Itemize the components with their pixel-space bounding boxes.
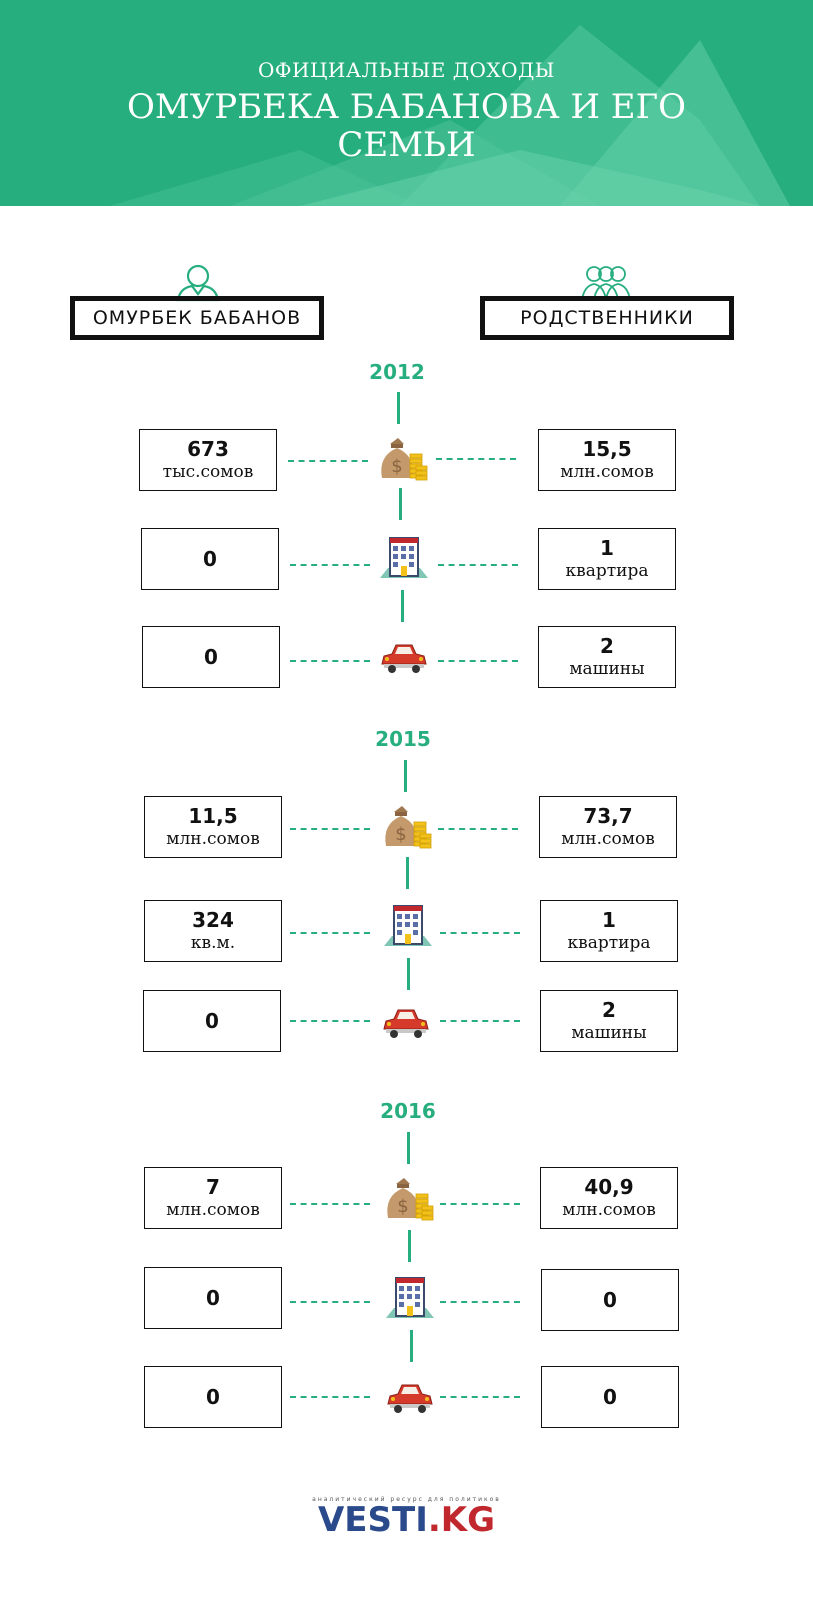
connector-dash: [436, 458, 516, 460]
left-value-box: [141, 528, 279, 590]
value-number: 324: [192, 908, 234, 932]
right-value-box: [538, 528, 676, 590]
timeline-segment: [407, 958, 410, 990]
connector-dash: [290, 828, 370, 830]
value-number: 11,5: [188, 804, 238, 828]
svg-text:$: $: [397, 1196, 409, 1217]
right-value-box: [538, 626, 676, 688]
connector-dash: [290, 564, 370, 566]
value-number: 0: [203, 547, 217, 571]
value-number: 0: [603, 1288, 617, 1312]
connector-dash: [438, 828, 518, 830]
connector-dash: [440, 1203, 520, 1205]
value-unit: млн.сомов: [561, 829, 655, 849]
value-number: 0: [205, 1009, 219, 1033]
value-unit: млн.сомов: [560, 462, 654, 482]
connector-dash: [440, 1396, 520, 1398]
connector-dash: [290, 1203, 370, 1205]
right-value-box: [540, 900, 678, 962]
value-unit: млн.сомов: [166, 1200, 260, 1220]
timeline-segment: [401, 590, 404, 622]
left-value-box: [144, 1167, 282, 1229]
header-title-line2: СЕМЬИ: [337, 125, 476, 165]
right-value-box: [538, 429, 676, 491]
connector-dash: [438, 660, 518, 662]
left-value-box: [144, 796, 282, 858]
value-number: 673: [187, 437, 229, 461]
svg-text:$: $: [391, 456, 403, 477]
value-number: 15,5: [582, 437, 632, 461]
value-number: 0: [204, 645, 218, 669]
timeline-segment: [404, 760, 407, 792]
right-value-box: [540, 1167, 678, 1229]
money-bag-icon: [376, 434, 428, 484]
right-value-box: [540, 990, 678, 1052]
left-value-box: [142, 626, 280, 688]
money-bag-icon: [380, 802, 432, 852]
value-number: 1: [600, 536, 614, 560]
left-value-box: [144, 1267, 282, 1329]
building-icon: [378, 532, 430, 582]
value-unit: тыс.сомов: [162, 462, 254, 482]
header-subtitle: ОФИЦИАЛЬНЫЕ ДОХОДЫ: [258, 58, 555, 82]
vesti-logo: [0, 1496, 813, 1540]
timeline-segment: [408, 1230, 411, 1262]
car-icon: [380, 995, 432, 1045]
timeline-segment: [410, 1330, 413, 1362]
left-value-box: [139, 429, 277, 491]
value-unit: млн.сомов: [166, 829, 260, 849]
header-title-line1: ОМУРБЕКА БАБАНОВА И ЕГО: [126, 87, 686, 127]
connector-dash: [440, 932, 520, 934]
car-icon: [384, 1370, 436, 1420]
value-unit: млн.сомов: [562, 1200, 656, 1220]
right-value-box: [541, 1269, 679, 1331]
connector-dash: [438, 564, 518, 566]
right-value-box: [541, 1366, 679, 1428]
logo-brand-part2: .KG: [427, 1500, 496, 1540]
value-number: 0: [603, 1385, 617, 1409]
connector-dash: [290, 1020, 370, 1022]
header-banner: [0, 0, 813, 206]
connector-dash: [290, 660, 370, 662]
timeline-segment: [407, 1132, 410, 1164]
value-number: 2: [600, 634, 614, 658]
left-value-box: [144, 900, 282, 962]
connector-dash: [440, 1020, 520, 1022]
value-unit: квартира: [567, 933, 651, 953]
header-title: [0, 88, 813, 164]
money-bag-icon: [382, 1174, 434, 1224]
value-unit: квартира: [565, 561, 649, 581]
year-label-2015: 2015: [375, 727, 431, 751]
column-header-right: РОДСТВЕННИКИ: [480, 296, 734, 340]
logo-tagline: аналитический ресурс для политиков: [312, 1496, 501, 1503]
connector-dash: [290, 1301, 370, 1303]
year-label-2016: 2016: [380, 1099, 436, 1123]
value-unit: кв.м.: [190, 933, 236, 953]
timeline-segment: [399, 488, 402, 520]
value-unit: машины: [571, 1023, 647, 1043]
connector-dash: [290, 1396, 370, 1398]
building-icon: [382, 900, 434, 950]
connector-dash: [288, 460, 368, 462]
left-value-box: [144, 1366, 282, 1428]
left-value-box: [143, 990, 281, 1052]
value-number: 0: [206, 1286, 220, 1310]
logo-brand: [0, 1500, 813, 1540]
right-value-box: [539, 796, 677, 858]
column-header-left: ОМУРБЕК БАБАНОВ: [70, 296, 324, 340]
timeline-segment: [397, 392, 400, 424]
svg-text:$: $: [395, 824, 407, 845]
value-number: 73,7: [583, 804, 633, 828]
value-number: 1: [602, 908, 616, 932]
building-icon: [384, 1272, 436, 1322]
year-label-2012: 2012: [369, 360, 425, 384]
value-number: 40,9: [584, 1175, 634, 1199]
value-number: 0: [206, 1385, 220, 1409]
connector-dash: [440, 1301, 520, 1303]
logo-brand-part1: VESTI: [317, 1500, 428, 1540]
car-icon: [378, 630, 430, 680]
connector-dash: [290, 932, 370, 934]
value-unit: машины: [569, 659, 645, 679]
value-number: 2: [602, 998, 616, 1022]
timeline-segment: [406, 857, 409, 889]
value-number: 7: [206, 1175, 220, 1199]
